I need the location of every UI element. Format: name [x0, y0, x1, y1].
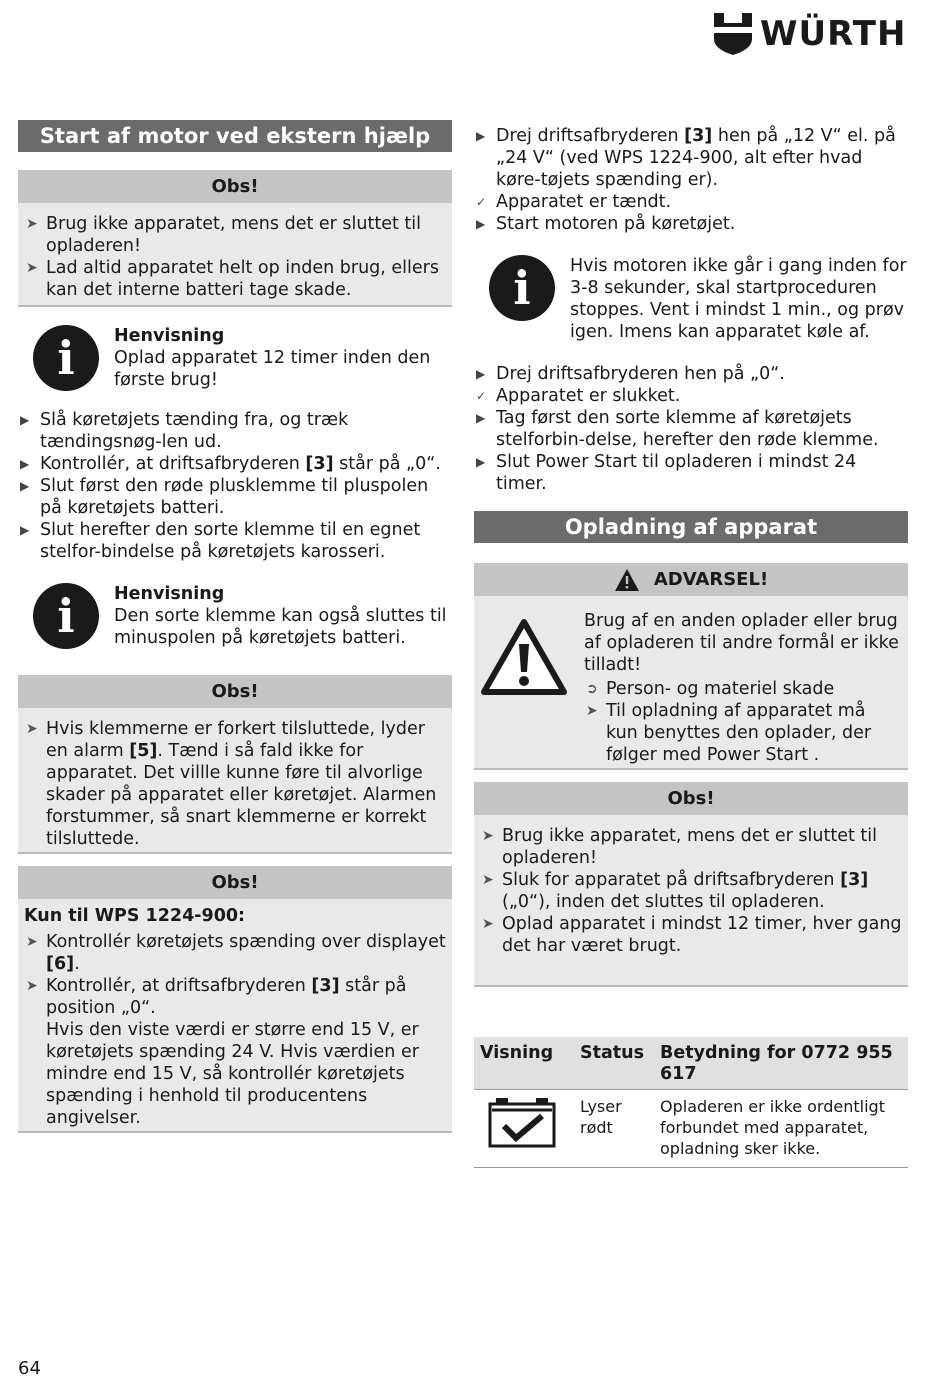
chevron-right-icon: ➤ — [482, 872, 494, 888]
table-header-meaning: Betydning for 0772 955 617 — [654, 1037, 908, 1090]
triangle-bullet-icon: ▶ — [20, 479, 30, 493]
table-header-row — [474, 1037, 908, 1090]
steps-list-1 — [474, 125, 908, 235]
chevron-right-icon: ➤ — [26, 721, 38, 737]
triangle-bullet-icon: ▶ — [20, 413, 30, 427]
wurth-emblem-icon — [714, 13, 752, 55]
steps-list — [18, 409, 452, 563]
warning-triangle-icon — [614, 568, 640, 592]
section-title-start-motor: Start af motor ved ekstern hjælp — [18, 120, 452, 152]
table-row — [474, 1090, 908, 1168]
brand-name: WÜRTH — [760, 14, 907, 54]
chevron-right-icon: ➤ — [482, 916, 494, 932]
right-column — [474, 120, 908, 1168]
status-table — [474, 1037, 908, 1168]
step-item: ▶ Kontrollér, at driftsafbryderen [3] står på „0“. — [20, 454, 441, 474]
chevron-right-icon: ➤ — [26, 934, 38, 950]
page-number: 64 — [18, 1358, 41, 1379]
obs-subtitle: Kun til WPS 1224-900: — [24, 906, 246, 926]
obs-box-1 — [18, 170, 452, 307]
step-item: ▶ Slut først den røde plusklemme til pluspolen på køretøjets batteri. — [20, 476, 429, 518]
step-item: ▶ Slut herefter den sorte klemme til en egnet stelfor-bindelse på køretøjets karosseri. — [20, 520, 421, 562]
step-item: ▶ Start motoren på køretøjet. — [476, 214, 736, 234]
warning-text: Brug af en anden oplader eller brug af opladeren til andre formål er ikke tilladt! — [584, 611, 899, 675]
note-text: Hvis motoren ikke går i gang inden for 3-8 sekunder, skal startproceduren stoppes. Vent i mindst 1 min., og prøv igen. Imens kan apparatet køle af. — [570, 256, 907, 342]
triangle-bullet-icon: ▶ — [476, 455, 486, 469]
consequence-item: ➲ Person- og materiel skade — [586, 679, 835, 699]
list-item: ➤ Hvis klemmerne er forkert tilsluttede, lyder en alarm [5]. Tænd i så fald ikke for apparatet. Det villle kunne føre til alvorlige skader på apparatet eller køretøjet. Alarmen forstummer, så snart klemmerne er korrekt tilsluttede. — [26, 719, 437, 849]
step-item: ▶ Slut Power Start til opladeren i mindst 24 timer. — [476, 452, 857, 494]
obs-box-title: Obs! — [18, 170, 452, 203]
note-box-1 — [18, 325, 452, 391]
step-item: ▶ Drej driftsafbryderen hen på „0“. — [476, 364, 785, 384]
wurth-logo — [714, 12, 910, 56]
note-text: Oplad apparatet 12 timer inden den første brug! — [114, 348, 431, 390]
list-item: ➤ Kontrollér, at driftsafbryderen [3] står på position „0“. Hvis den viste værdi er større end 15 V, er køretøjets spænding 24 V. Hvis værdien er mindre end 15 V, så kontrollér køretøjets spænding i henhold til producentens angivelser. — [26, 976, 419, 1128]
checkmark-icon: ✓ — [476, 195, 487, 209]
info-icon: i — [33, 583, 99, 649]
triangle-bullet-icon: ▶ — [476, 217, 486, 231]
chevron-right-icon: ➤ — [26, 978, 38, 994]
measure-item: ➤ Til opladning af apparatet må kun benyttes den oplader, der følger med Power Start . — [586, 701, 872, 765]
obs-box-4 — [474, 782, 908, 987]
left-column — [18, 120, 452, 1133]
triangle-bullet-icon: ▶ — [476, 411, 486, 425]
chevron-right-icon: ➤ — [26, 260, 38, 276]
list-item: ➤ Sluk for apparatet på driftsafbryderen [3] („0“), inden det sluttes til opladeren. — [482, 870, 869, 912]
battery-check-icon — [488, 1096, 556, 1148]
list-item: ➤ Brug ikke apparatet, mens det er sluttet til opladeren! — [26, 214, 421, 256]
triangle-bullet-icon: ▶ — [20, 457, 30, 471]
obs-box-title: Obs! — [18, 866, 452, 899]
step-item: ▶ Drej driftsafbryderen [3] hen på „12 V“ el. på „24 V“ (ved WPS 1224-900, alt efter hvad køre-tøjets spænding er). — [476, 126, 896, 190]
obs-box-3 — [18, 866, 452, 1133]
table-cell-meaning: Opladeren er ikke ordentligt forbundet med apparatet, opladning sker ikke. — [654, 1090, 908, 1168]
obs-box-title: Obs! — [474, 782, 908, 815]
triangle-bullet-icon: ▶ — [476, 129, 486, 143]
table-cell-status: Lyser rødt — [574, 1090, 654, 1168]
list-item: ➤ Oplad apparatet i mindst 12 timer, hver gang det har været brugt. — [482, 914, 902, 956]
list-item: ➤ Lad altid apparatet helt op inden brug, ellers kan det interne batteri tage skade. — [26, 258, 439, 300]
step-item: ▶ Tag først den sorte klemme af køretøjets stelforbin-delse, herefter den røde klemme. — [476, 408, 879, 450]
table-header-visning: Visning — [474, 1037, 574, 1090]
table-header-status: Status — [574, 1037, 654, 1090]
chevron-right-icon: ➤ — [586, 703, 598, 719]
note-box-3 — [474, 255, 908, 343]
result-item: ✓ Apparatet er tændt. — [476, 192, 672, 212]
warning-large-icon — [480, 618, 568, 696]
chevron-right-icon: ➤ — [482, 828, 494, 844]
section-title-charging: Opladning af apparat — [474, 511, 908, 543]
note-title: Henvisning — [114, 326, 225, 346]
obs-box-2 — [18, 675, 452, 854]
note-box-2 — [18, 583, 452, 649]
warning-title: ADVARSEL! — [653, 569, 769, 590]
arrow-curved-icon: ➲ — [586, 681, 598, 697]
warning-box — [474, 563, 908, 770]
steps-list-2 — [474, 363, 908, 495]
warning-header — [474, 563, 908, 596]
list-item: ➤ Kontrollér køretøjets spænding over displayet [6]. — [26, 932, 446, 974]
info-icon: i — [33, 325, 99, 391]
note-title: Henvisning — [114, 584, 225, 604]
triangle-bullet-icon: ▶ — [476, 367, 486, 381]
step-item: ▶ Slå køretøjets tænding fra, og træk tændingsnøg-len ud. — [20, 410, 349, 452]
obs-list — [24, 213, 446, 301]
note-text: Den sorte klemme kan også sluttes til minuspolen på køretøjets batteri. — [114, 606, 447, 648]
info-icon: i — [489, 255, 555, 321]
table-cell-visning — [474, 1090, 574, 1168]
list-item: ➤ Brug ikke apparatet, mens det er sluttet til opladeren! — [482, 826, 877, 868]
result-item: ✓ Apparatet er slukket. — [476, 386, 681, 406]
obs-box-title: Obs! — [18, 675, 452, 708]
checkmark-icon: ✓ — [476, 389, 487, 403]
triangle-bullet-icon: ▶ — [20, 523, 30, 537]
chevron-right-icon: ➤ — [26, 216, 38, 232]
